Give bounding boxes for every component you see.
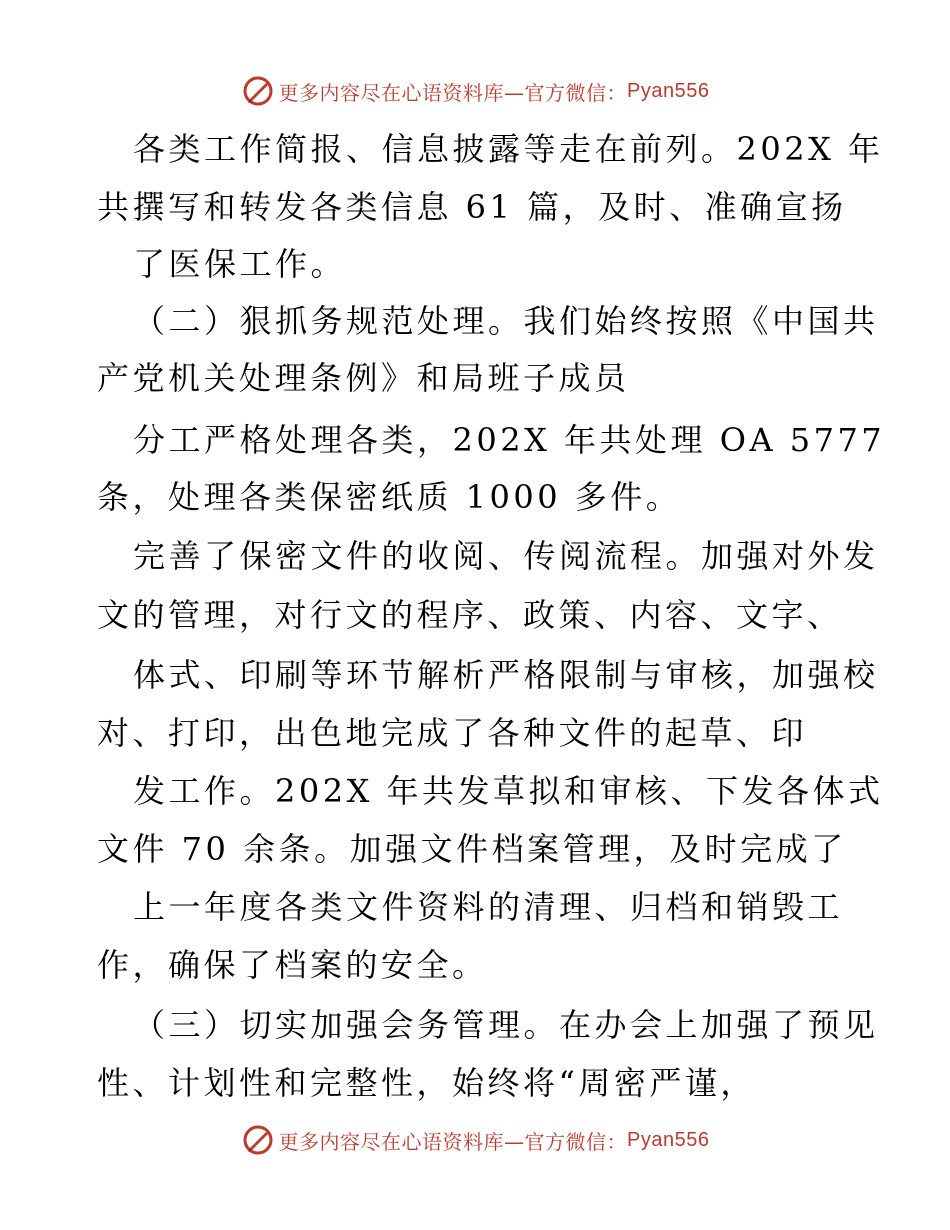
text-line: 条，处理各类保密纸质 1000 多件。	[97, 478, 682, 516]
text-line: 共撰写和转发各类信息 61 篇，及时、准确宣扬	[97, 188, 847, 226]
text-line: 了医保工作。	[133, 245, 347, 283]
watermark-text: 更多内容尽在心语资料库—官方微信：	[278, 80, 628, 105]
pen-logo-icon	[241, 1123, 275, 1157]
text-line: （二）狠抓务规范处理。我们始终按照《中国共	[133, 302, 879, 340]
text-line: 各类工作简报、信息披露等走在前列。202X 年	[133, 130, 884, 168]
text-line: 发工作。202X 年共发草拟和审核、下发各体式	[133, 772, 884, 810]
text-line: 完善了保密文件的收阅、传阅流程。加强对外发	[133, 537, 879, 575]
text-line: 作，确保了档案的安全。	[97, 946, 488, 984]
watermark-text: 更多内容尽在心语资料库—官方微信：	[278, 1129, 628, 1154]
text-line: （三）切实加强会务管理。在办会上加强了预见	[133, 1006, 879, 1044]
text-line: 分工严格处理各类，202X 年共处理 OA 5777	[133, 421, 886, 459]
footer-watermark	[0, 1123, 950, 1157]
watermark-wechat-id: Pyan556	[627, 79, 710, 102]
text-line: 文的管理，对行文的程序、政策、内容、文字、	[97, 596, 843, 634]
text-line: 产党机关处理条例》和局班子成员	[97, 359, 630, 397]
text-line: 体式、印刷等环节解析严格限制与审核，加强校	[133, 656, 879, 694]
text-line: 对、打印，出色地完成了各种文件的起草、印	[97, 714, 808, 752]
text-line: 文件 70 余条。加强文件档案管理，及时完成了	[97, 830, 847, 868]
watermark-wechat-id: Pyan556	[627, 1128, 710, 1151]
text-line: 上一年度各类文件资料的清理、归档和销毁工	[133, 888, 844, 926]
text-line: 性、计划性和完整性，始终将“周密严谨，	[97, 1064, 756, 1102]
